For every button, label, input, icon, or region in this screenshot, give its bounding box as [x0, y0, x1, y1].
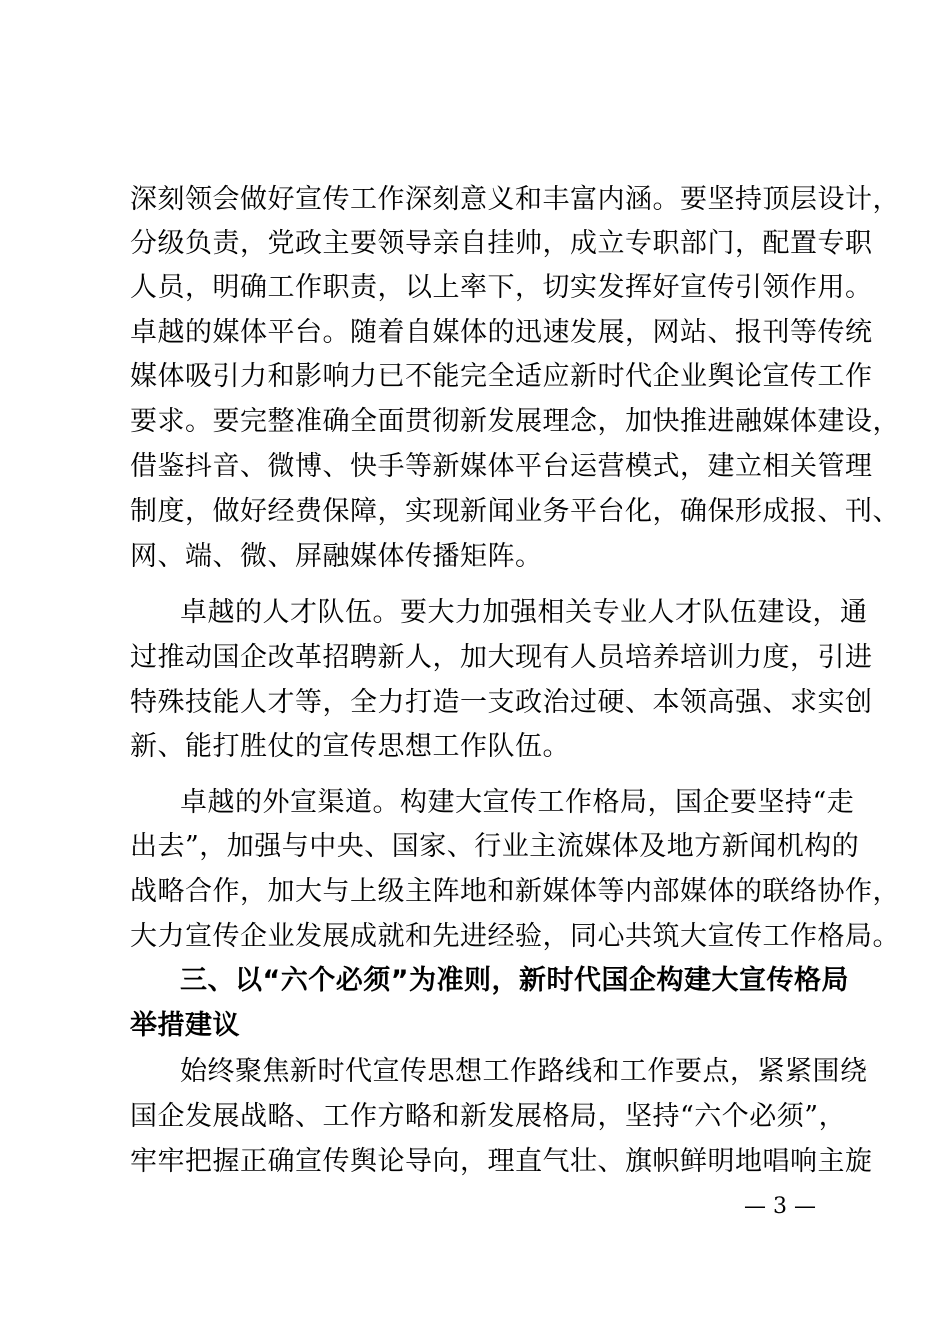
body-line: 网、端、微、屏融媒体传播矩阵。 — [130, 541, 543, 572]
body-line: 过推动国企改革招聘新人，加大现有人员培养培训力度，引进 — [130, 642, 873, 673]
body-line: 国企发展战略、工作方略和新发展格局，坚持“六个必须”， — [130, 1101, 847, 1132]
body-line: 要求。要完整准确全面贯彻新发展理念，加快推进融媒体建设， — [130, 406, 900, 437]
section-heading: 三、以“六个必须”为准则，新时代国企构建大宣传格局 — [180, 965, 849, 996]
paragraph-external-channels: 卓越的外宣渠道。构建大宣传工作格局，国企要坚持“走 — [180, 787, 855, 818]
body-line: 人员，明确工作职责，以上率下，切实发挥好宣传引领作用。 — [130, 272, 873, 303]
body-line: 媒体吸引力和影响力已不能完全适应新时代企业舆论宣传工作 — [130, 361, 873, 392]
body-line: 出去”，加强与中央、国家、行业主流媒体及地方新闻机构的 — [130, 831, 860, 862]
page-number: — 3 — — [744, 1194, 816, 1219]
paragraph-talent-team: 卓越的人才队伍。要大力加强相关专业人才队伍建设，通 — [180, 597, 868, 628]
body-line: 借鉴抖音、微博、快手等新媒体平台运营模式，建立相关管理 — [130, 451, 873, 482]
body-line: 牢牢把握正确宣传舆论导向，理直气壮、旗帜鲜明地唱响主旋 — [130, 1146, 873, 1177]
body-line: 特殊技能人才等，全力打造一支政治过硬、本领高强、求实创 — [130, 687, 873, 718]
section-heading-continued: 举措建议 — [130, 1010, 240, 1041]
paragraph-section-three: 始终聚焦新时代宣传思想工作路线和工作要点，紧紧围绕 — [180, 1056, 868, 1087]
body-line: 深刻领会做好宣传工作深刻意义和丰富内涵。要坚持顶层设计， — [130, 184, 900, 215]
body-line: 大力宣传企业发展成就和先进经验，同心共筑大宣传工作格局。 — [130, 921, 900, 952]
body-line: 战略合作，加大与上级主阵地和新媒体等内部媒体的联络协作， — [130, 876, 900, 907]
body-line: 新、能打胜仗的宣传思想工作队伍。 — [130, 731, 570, 762]
paragraph-media-platform: 卓越的媒体平台。随着自媒体的迅速发展，网站、报刊等传统 — [130, 317, 873, 348]
body-line: 分级负责，党政主要领导亲自挂帅，成立专职部门，配置专职 — [130, 228, 873, 259]
body-line: 制度，做好经费保障，实现新闻业务平台化，确保形成报、刊、 — [130, 496, 900, 527]
